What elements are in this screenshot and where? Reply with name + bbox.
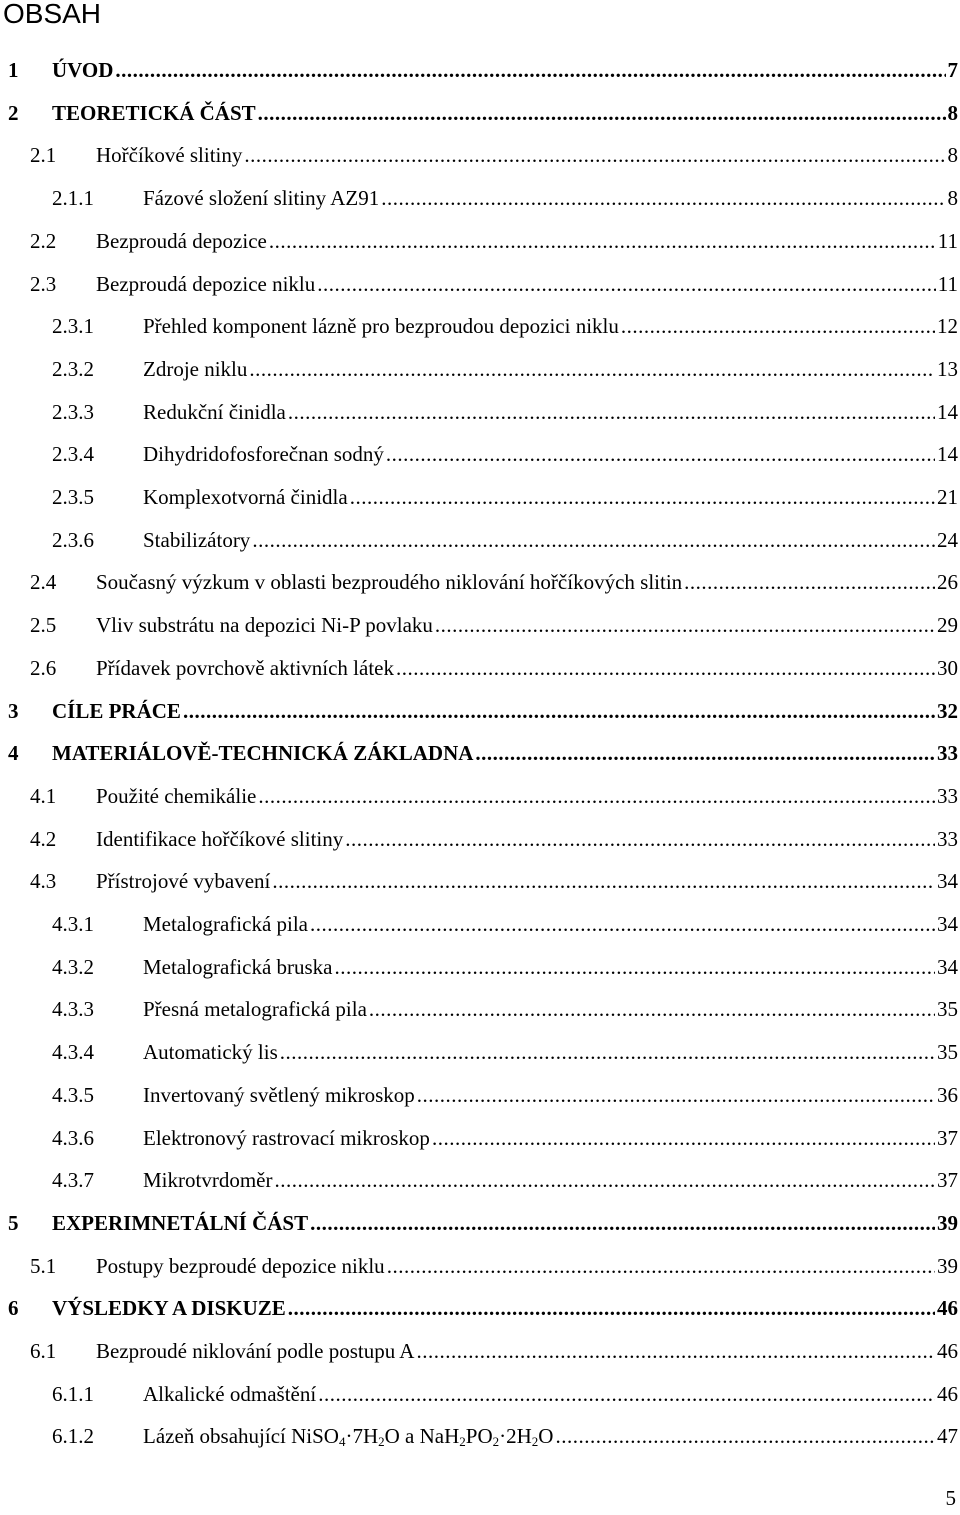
dot-leader <box>249 356 935 382</box>
toc-entry-title: Přehled komponent lázně pro bezproudou depozici niklu <box>143 314 619 339</box>
toc-entry-number: 5.1 <box>30 1253 57 1278</box>
toc-entry[interactable] <box>52 1377 960 1407</box>
subscript: 2 <box>459 1434 466 1450</box>
toc-entry[interactable] <box>52 1035 960 1065</box>
toc-entry-page: 21 <box>937 485 958 509</box>
toc-entry-number: 4.1 <box>30 783 57 808</box>
toc-entry-number: 5 <box>8 1210 19 1235</box>
toc-entry-page: 29 <box>937 613 958 638</box>
toc-entry-title: Komplexotvorná činidla <box>143 485 348 509</box>
dot-leader <box>288 1295 935 1321</box>
dot-leader <box>386 441 935 467</box>
toc-entry-number: 2.1 <box>30 143 57 168</box>
toc-entry-number: 2.3.3 <box>52 399 94 424</box>
toc-entry-number: 4.2 <box>30 826 57 851</box>
toc-entry-number: 2.2 <box>30 228 57 253</box>
toc-entry-page: 30 <box>937 655 958 680</box>
toc-entry[interactable] <box>8 1291 960 1321</box>
toc-entry-title: Bezproudá depozice <box>96 228 267 253</box>
toc-entry-number: 6 <box>8 1296 19 1321</box>
dot-leader <box>684 569 935 595</box>
toc-entry-title: Stabilizátory <box>143 527 251 552</box>
toc-entry-page: 14 <box>937 442 958 467</box>
toc-entry-page: 46 <box>937 1339 958 1363</box>
toc-entry-page: 8 <box>947 100 958 125</box>
toc-entry-number: 2.6 <box>30 655 57 680</box>
toc-entry-page: 35 <box>937 1040 958 1065</box>
toc-entry-title: Invertovaný světlený mikroskop <box>143 1082 415 1107</box>
toc-entry-number: 2.5 <box>30 613 57 638</box>
toc-entry-number: 3 <box>8 698 19 723</box>
toc-entry[interactable] <box>30 779 960 809</box>
toc-entry-page: 34 <box>937 869 958 894</box>
toc-entry[interactable] <box>52 907 960 937</box>
dot-leader <box>310 1210 935 1236</box>
dot-leader <box>555 1423 935 1449</box>
toc-entry-title: Fázové složení slitiny AZ91 <box>143 186 380 211</box>
toc-entry-page: 46 <box>937 1296 958 1321</box>
title-fragment: PO <box>465 1424 493 1449</box>
toc-entry-page: 39 <box>937 1210 958 1235</box>
dot-leader <box>318 1381 935 1407</box>
toc-entry-page: 12 <box>937 314 958 339</box>
title-fragment: ·2H <box>499 1424 532 1449</box>
toc-entry-number: 2.3.2 <box>52 356 94 381</box>
toc-entry-title: Bezproudá depozice niklu <box>96 271 316 296</box>
toc-entry-page: 37 <box>937 1125 958 1150</box>
dot-leader <box>183 698 935 724</box>
subscript: 2 <box>378 1434 385 1450</box>
dot-leader <box>432 1125 935 1151</box>
toc-entry-number: 4.3.2 <box>52 954 94 979</box>
toc-entry-title: Bezproudé niklování podle postupu A <box>96 1339 415 1363</box>
dot-leader <box>252 527 935 553</box>
dot-leader <box>475 740 935 766</box>
toc-entry[interactable] <box>52 352 960 382</box>
toc-entry-title: Současný výzkum v oblasti bezproudého niklování hořčíkových slitin <box>96 570 683 595</box>
toc-entry-title: EXPERIMNETÁLNÍ ČÁST <box>52 1210 309 1235</box>
dot-leader <box>417 1082 935 1108</box>
toc-entry[interactable] <box>30 822 960 852</box>
toc-entry[interactable] <box>30 138 960 168</box>
title-fragment: ·7H <box>345 1424 379 1449</box>
toc-entry-page: 36 <box>937 1082 958 1107</box>
page-number: 5 <box>945 1486 956 1510</box>
toc-entry[interactable] <box>30 565 960 595</box>
toc-entry-page: 7 <box>947 58 958 82</box>
dot-leader <box>310 911 935 937</box>
dot-leader <box>272 868 935 894</box>
toc-entry-number: 4.3 <box>30 869 57 894</box>
dot-leader <box>115 57 945 83</box>
toc-entry-number: 4.3.3 <box>52 997 94 1022</box>
toc-entry-page: 33 <box>937 826 958 851</box>
toc-entry-title: Metalografická bruska <box>143 954 333 979</box>
dot-leader <box>274 1167 935 1193</box>
toc-entry-number: 4.3.1 <box>52 912 94 936</box>
toc-entry-number: 2.3.6 <box>52 527 94 552</box>
toc-entry[interactable] <box>30 608 960 638</box>
toc-entry-number: 6.1 <box>30 1339 57 1363</box>
toc-entry-title: MATERIÁLOVĚ-TECHNICKÁ ZÁKLADNA <box>52 741 474 766</box>
toc-entry[interactable] <box>8 96 960 126</box>
dot-leader <box>396 655 935 681</box>
toc-entry-page: 33 <box>937 783 958 808</box>
dot-leader <box>345 826 935 852</box>
dot-leader <box>335 954 935 980</box>
toc-entry[interactable] <box>52 437 960 467</box>
dot-leader <box>435 612 935 638</box>
toc-entry-page: 8 <box>947 186 958 211</box>
toc-entry-title: Elektronový rastrovací mikroskop <box>143 1125 430 1150</box>
toc-entry-number: 2.3.4 <box>52 442 94 467</box>
subscript: 4 <box>338 1434 346 1450</box>
toc-entry-number: 6.1.1 <box>52 1381 94 1406</box>
toc-entry-title: Zdroje niklu <box>143 356 248 381</box>
toc-entry-page: 35 <box>937 997 958 1022</box>
dot-leader <box>381 185 945 211</box>
toc-entry[interactable] <box>52 181 960 211</box>
toc-entry[interactable] <box>52 1163 960 1193</box>
dot-leader <box>244 142 945 168</box>
toc-entry-title: Mikrotvrdoměr <box>143 1168 273 1193</box>
toc-entry-number: 4.3.7 <box>52 1168 94 1193</box>
toc-entry-number: 2.4 <box>30 570 57 595</box>
toc-entry[interactable] <box>52 950 960 980</box>
toc-entry[interactable] <box>30 224 960 254</box>
toc-entry-title: Redukční činidla <box>143 399 286 424</box>
toc-entry-number: 1 <box>8 58 19 82</box>
dot-leader <box>317 271 936 297</box>
toc-entry[interactable] <box>30 267 960 297</box>
toc-entry-title <box>143 1423 553 1449</box>
toc-entry-number: 4.3.5 <box>52 1082 94 1107</box>
toc-entry-number: 6.1.2 <box>52 1424 94 1449</box>
toc-entry[interactable] <box>52 395 960 425</box>
toc-entry-page: 33 <box>937 741 958 766</box>
dot-leader <box>350 484 935 510</box>
toc-entry-title: Identifikace hořčíkové slitiny <box>96 826 344 851</box>
title-fragment: O <box>538 1424 554 1449</box>
toc-entry[interactable] <box>52 480 960 510</box>
toc-entry-title: TEORETICKÁ ČÁST <box>52 100 256 125</box>
toc-entry[interactable] <box>8 694 960 724</box>
toc-entry-page: 13 <box>937 356 958 381</box>
toc-entry[interactable] <box>52 309 960 339</box>
toc-entry-title: Přístrojové vybavení <box>96 869 271 894</box>
toc-entry-page: 11 <box>937 228 958 253</box>
toc-entry-page: 34 <box>937 912 958 936</box>
toc-entry-page: 39 <box>937 1253 958 1278</box>
toc-entry-number: 4.3.6 <box>52 1125 94 1150</box>
toc-heading: OBSAH <box>3 0 102 29</box>
toc-entry-page: 46 <box>937 1381 958 1406</box>
toc-entry[interactable] <box>8 1206 960 1236</box>
toc-entry-title: Postupy bezproudé depozice niklu <box>96 1253 385 1278</box>
toc-entry-title: Vliv substrátu na depozici Ni-P povlaku <box>96 613 433 638</box>
toc-entry-title: Přídavek povrchově aktivních látek <box>96 655 394 680</box>
toc-entry-page: 37 <box>937 1168 958 1193</box>
dot-leader <box>280 1039 935 1065</box>
toc-entry[interactable] <box>30 864 960 894</box>
toc-entry-page: 11 <box>937 271 958 296</box>
dot-leader <box>258 783 935 809</box>
dot-leader <box>258 100 946 126</box>
toc-entry-number: 4 <box>8 741 19 766</box>
toc-entry-title: Přesná metalografická pila <box>143 997 367 1022</box>
dot-leader <box>621 313 935 339</box>
toc-entry[interactable] <box>30 1249 960 1279</box>
toc-entry[interactable] <box>52 1078 960 1108</box>
toc-entry-number: 2.3.1 <box>52 314 94 339</box>
toc-entry-title: ÚVOD <box>52 58 114 82</box>
toc-entry-page: 26 <box>937 570 958 595</box>
toc-entry[interactable] <box>8 53 960 83</box>
toc-entry-title: VÝSLEDKY A DISKUZE <box>52 1296 286 1321</box>
toc-entry-page: 34 <box>937 954 958 979</box>
toc-entry-title: Hořčíkové slitiny <box>96 143 243 168</box>
toc-entry-title: Alkalické odmaštění <box>143 1381 317 1406</box>
subscript: 2 <box>492 1434 500 1450</box>
subscript: 2 <box>531 1434 539 1450</box>
title-fragment: O a NaH <box>384 1424 460 1449</box>
toc-entry[interactable] <box>52 523 960 553</box>
toc-entry-number: 2.3 <box>30 271 57 296</box>
dot-leader <box>416 1338 935 1364</box>
toc-entry-number: 4.3.4 <box>52 1040 94 1065</box>
dot-leader <box>387 1253 935 1279</box>
toc-entry-title: Dihydridofosforečnan sodný <box>143 442 384 467</box>
toc-entry[interactable] <box>8 736 960 766</box>
toc-entry-title: Použité chemikálie <box>96 783 257 808</box>
toc-entry-page: 47 <box>937 1424 958 1449</box>
toc-entry-page: 8 <box>947 143 958 168</box>
toc-entry-title: Metalografická pila <box>143 912 309 936</box>
toc-entry-title: CÍLE PRÁCE <box>52 698 181 723</box>
dot-leader <box>369 996 935 1022</box>
dot-leader <box>288 399 935 425</box>
toc-entry-number: 2.1.1 <box>52 186 94 211</box>
toc-entry-page: 32 <box>937 698 958 723</box>
toc-entry[interactable] <box>52 1419 960 1449</box>
toc-entry-page: 14 <box>937 399 958 424</box>
toc-entry-number: 2.3.5 <box>52 485 94 509</box>
toc-entry[interactable] <box>30 651 960 681</box>
dot-leader <box>269 228 936 254</box>
toc-entry-page: 24 <box>937 527 958 552</box>
toc-entry[interactable] <box>30 1334 960 1364</box>
title-fragment: Lázeň obsahující NiSO <box>143 1424 339 1449</box>
toc-entry-number: 2 <box>8 100 19 125</box>
toc-entry[interactable] <box>52 1121 960 1151</box>
toc-entry-title: Automatický lis <box>143 1040 278 1065</box>
toc-entry[interactable] <box>52 992 960 1022</box>
